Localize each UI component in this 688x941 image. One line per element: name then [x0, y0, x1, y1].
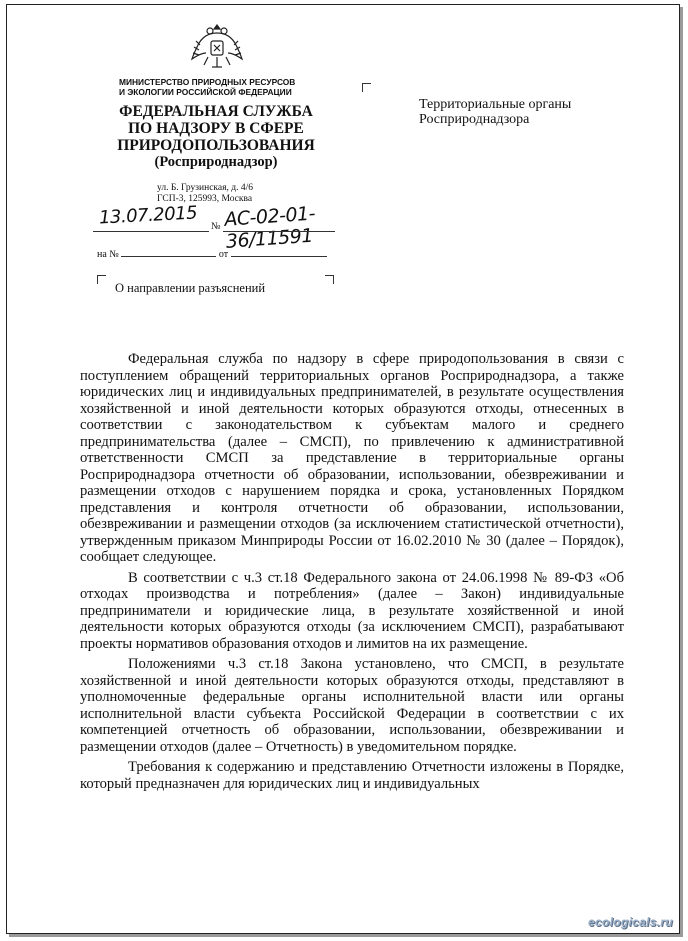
subject-corner-mark-left: [97, 275, 106, 284]
document-page: [6, 4, 680, 934]
number-label: №: [211, 221, 221, 232]
reference-date-blank: [231, 256, 327, 257]
russian-coat-of-arms-emblem: [188, 19, 246, 73]
address-line-1: ул. Б. Грузинская, д. 4/6: [157, 183, 253, 193]
letter-body: [80, 351, 624, 796]
number-underline: [223, 231, 335, 232]
recipient-line-2: Росприроднадзора: [419, 112, 530, 127]
reference-number-blank: [121, 256, 216, 257]
agency-name: [97, 103, 335, 171]
letter-subject: О направлении разъяснений: [115, 281, 266, 295]
body-paragraph-1: Федеральная служба по надзору в сфере природопользования в связи с поступлением обращений территориальных органов Росприроднадзора, а также юридических лиц и индивидуальных предпринимателей, в результате осуществления хозяйственной и иной деятельности которых образуются отходы, отнесенных в соответствии с законодательством к субъектам малого и среднего предпринимательства (далее – СМСП), по привлечению к административной ответственности СМСП за представление в территориальные органы Росприроднадзора отчетности об образовании, использовании, обезвреживании и размещении отходов с нарушением порядка и срока, установленных Порядком представления и контроля отчетности об образовании, использовании, обезвреживании и размещении отходов (за исключением статистической отчетности), утвержденным приказом Минприроды России от 16.02.2010 № 30 (далее – Порядок), сообщает следующее.: [80, 351, 624, 565]
agency-line-1: ФЕДЕРАЛЬНАЯ СЛУЖБА: [119, 103, 313, 120]
recipient-corner-mark: [362, 83, 371, 92]
agency-line-2: ПО НАДЗОРУ В СФЕРЕ: [128, 120, 304, 137]
reference-number-label: на №: [97, 249, 119, 260]
reference-date-label: от: [218, 249, 229, 260]
agency-abbreviation: (Росприроднадзор): [154, 154, 278, 170]
agency-line-3: ПРИРОДОПОЛЬЗОВАНИЯ: [117, 137, 315, 154]
address-line-2: ГСП-3, 125993, Москва: [157, 194, 253, 204]
ministry-line-2: И ЭКОЛОГИИ РОССИЙСКОЙ ФЕДЕРАЦИИ: [119, 87, 292, 97]
ministry-line-1: МИНИСТЕРСТВО ПРИРОДНЫХ РЕСУРСОВ: [119, 77, 296, 87]
handwritten-date: 13.07.2015: [98, 202, 198, 229]
registration-line: [93, 202, 393, 253]
body-paragraph-2: В соответствии с ч.3 ст.18 Федерального закона от 24.06.1998 № 89-ФЗ «Об отходах производства и потребления» (далее – Закон) индивидуальные предприниматели и юридические лица, в результате хозяйственной и иной деятельности которых образуются отходы (за исключением СМСП), разрабатывают проекты нормативов образования отходов и лимитов на их размещение.: [80, 569, 624, 652]
site-watermark: ecologicals.ru: [588, 915, 673, 929]
ministry-name: [119, 77, 329, 97]
subject-corner-mark-right: [325, 275, 334, 284]
handwritten-registration-number: АС-02-01-36/11591: [223, 202, 316, 253]
date-underline: [93, 231, 209, 232]
recipient-line-1: Территориальные органы: [419, 97, 572, 112]
body-paragraph-4: Требования к содержанию и представлению Отчетности изложены в Порядке, который предназначен для юридических лиц и индивидуальных: [80, 759, 624, 792]
body-paragraph-3: Положениями ч.3 ст.18 Закона установлено, что СМСП, в результате хозяйственной и иной деятельности которых образуются отходы, представляют в уполномоченные федеральные органы исполнительной власти или органы исполнительной власти субъекта Российской Федерации в соответствии с их компетенцией отчетность об образовании, использовании, обезвреживании и размещении отходов (далее – Отчетность) в уведомительном порядке.: [80, 656, 624, 755]
agency-address: [157, 183, 287, 205]
reference-line: [97, 249, 337, 260]
recipient-block: [419, 97, 571, 127]
